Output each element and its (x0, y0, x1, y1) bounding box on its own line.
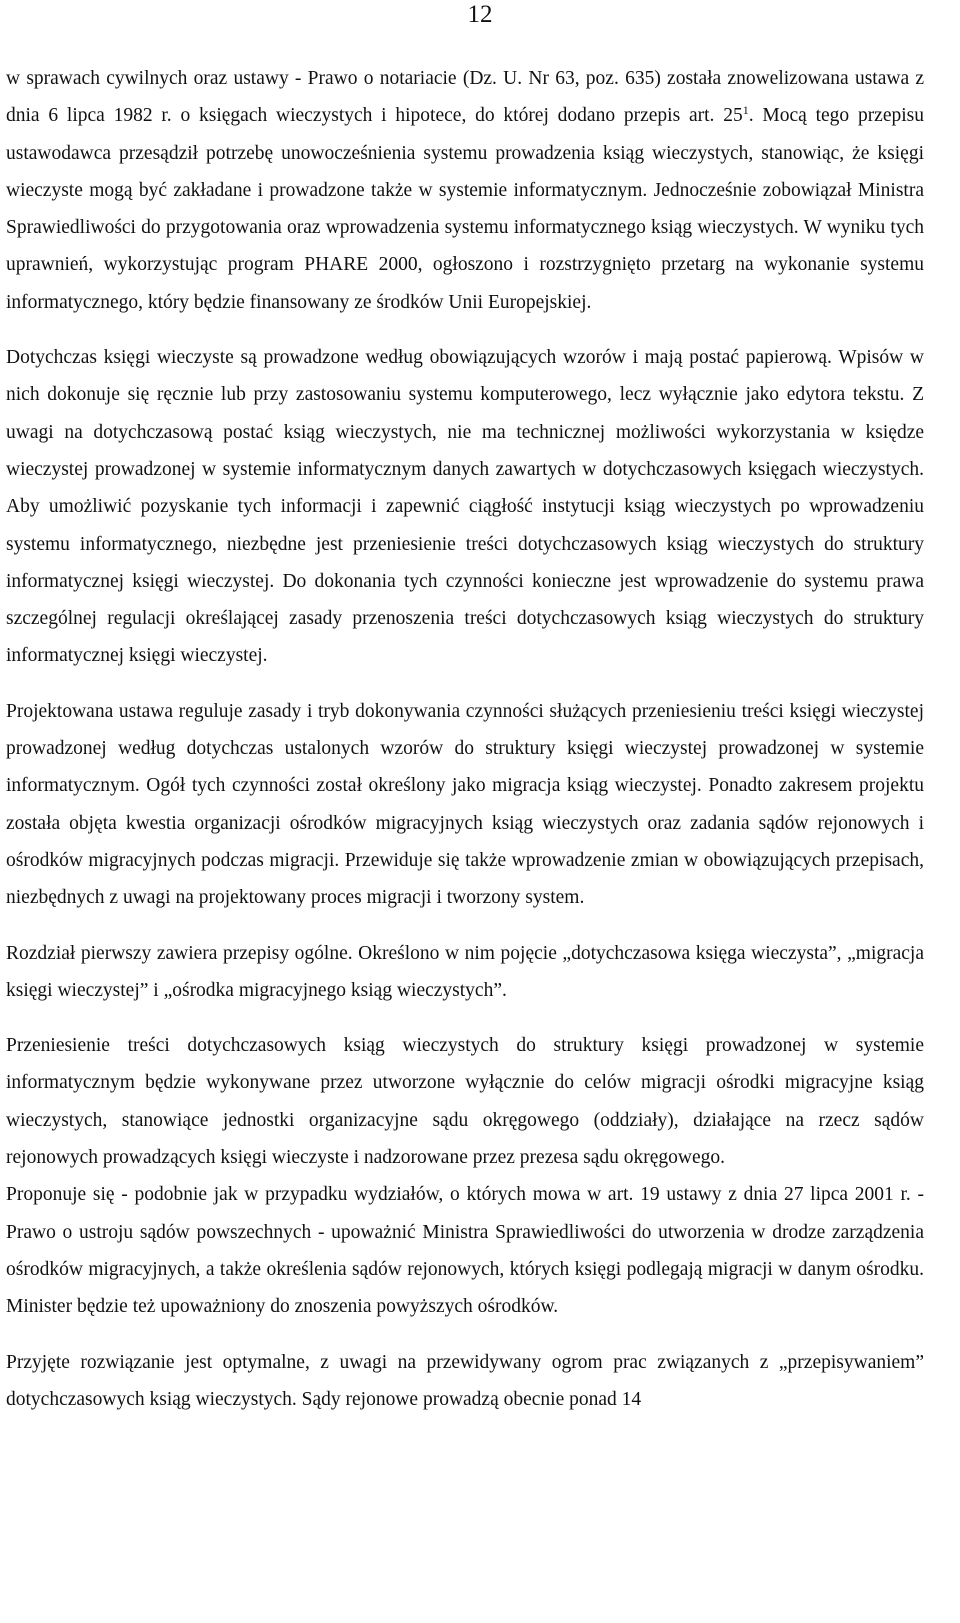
paragraph-6: Proponuje się - podobnie jak w przypadku wydziałów, o których mowa w art. 19 ustawy z dnia 27 lipca 2001 r. - Prawo o ustroju sądów powszechnych - upoważnić Ministra Sprawiedliwości do utworzenia w drodze zarządzenia ośrodków migracyjnych, a także określenia sądów rejonowych, których księgi podlegają migracji w danym ośrodku. Minister będzie też upoważniony do znoszenia powyższych ośrodków. (6, 1184, 924, 1318)
document-body (6, 60, 924, 1436)
paragraph-4: Rozdział pierwszy zawiera przepisy ogólne. Określono w nim pojęcie „dotychczasowa księga wieczysta”, „migracja księgi wieczystej” i „ośrodka migracyjnego ksiąg wieczystych”. (6, 942, 924, 1001)
paragraph-1-text-before-footnote: w sprawach cywilnych oraz ustawy - Prawo o notariacie (Dz. U. Nr 63, poz. 635) została znowelizowana ustawa z dnia 6 lipca 1982 r. o księgach wieczystych i hipotece, do której dodano przepis art. 25 (6, 68, 924, 127)
article-superscript: 1 (742, 103, 749, 118)
paragraph-5: Przeniesienie treści dotychczasowych ksiąg wieczystych do struktury księgi prowadzonej w systemie informatycznym będzie wykonywane przez utworzone wyłącznie do celów migracji ośrodki migracyjne ksiąg wieczystych, stanowiące jednostki organizacyjne sądu okręgowego (oddziały), działające na rzecz sądów rejonowych prowadzących księgi wieczyste i nadzorowane przez prezesa sądu okręgowego. (6, 1035, 924, 1169)
paragraph-2: Dotychczas księgi wieczyste są prowadzone według obowiązujących wzorów i mają postać papierową. Wpisów w nich dokonuje się ręcznie lub przy zastosowaniu systemu komputerowego, lecz wyłącznie jako edytora tekstu. Z uwagi na dotychczasową postać ksiąg wieczystych, nie ma technicznej możliwości wykorzystania w księdze wieczystej prowadzonej w systemie informatycznym danych zawartych w dotychczasowych księgach wieczystych. Aby umożliwić pozyskanie tych informacji i zapewnić ciągłość instytucji ksiąg wieczystych po wprowadzeniu systemu informatycznego, niezbędne jest przeniesienie treści dotychczasowych ksiąg wieczystych do struktury informatycznej księgi wieczystej. Do dokonania tych czynności konieczne jest wprowadzenie do systemu prawa szczególnej regulacji określającej zasady przenoszenia treści dotychczasowych ksiąg wieczystych do struktury informatycznej księgi wieczystej. (6, 347, 924, 667)
paragraph-3: Projektowana ustawa reguluje zasady i tryb dokonywania czynności służących przeniesieniu treści księgi wieczystej prowadzonej według dotychczas ustalonych wzorów do struktury księgi wieczystej prowadzonej w systemie informatycznym. Ogół tych czynności został określony jako migracja ksiąg wieczystej. Ponadto zakresem projektu została objęta kwestia organizacji ośrodków migracyjnych ksiąg wieczystych oraz zadania sądów rejonowych i ośrodków migracyjnych podczas migracji. Przewiduje się także wprowadzenie zmian w obowiązujących przepisach, niezbędnych z uwagi na projektowany proces migracji i tworzony system. (6, 700, 924, 909)
paragraph-7: Przyjęte rozwiązanie jest optymalne, z uwagi na przewidywany ogrom prac związanych z „przepisywaniem” dotychczasowych ksiąg wieczystych. Sądy rejonowe prowadzą obecnie ponad 14 (6, 1351, 924, 1410)
page-number: 12 (467, 1, 493, 28)
paragraph-1 (6, 60, 924, 321)
paragraph-1-text-after-footnote: . Mocą tego przepisu ustawodawca przesądził potrzebę unowocześnienia systemu prowadzenia ksiąg wieczystych, stanowiąc, że księgi wieczyste mogą być zakładane i prowadzone także w systemie informatycznym. Jednocześnie zobowiązał Ministra Sprawiedliwości do przygotowania oraz wprowadzenia systemu informatycznego ksiąg wieczystych. W wyniku tych uprawnień, wykorzystując program PHARE 2000, ogłoszono i rozstrzygnięto przetarg na wykonanie systemu informatycznego, który będzie finansowany ze środków Unii Europejskiej. (6, 105, 924, 313)
